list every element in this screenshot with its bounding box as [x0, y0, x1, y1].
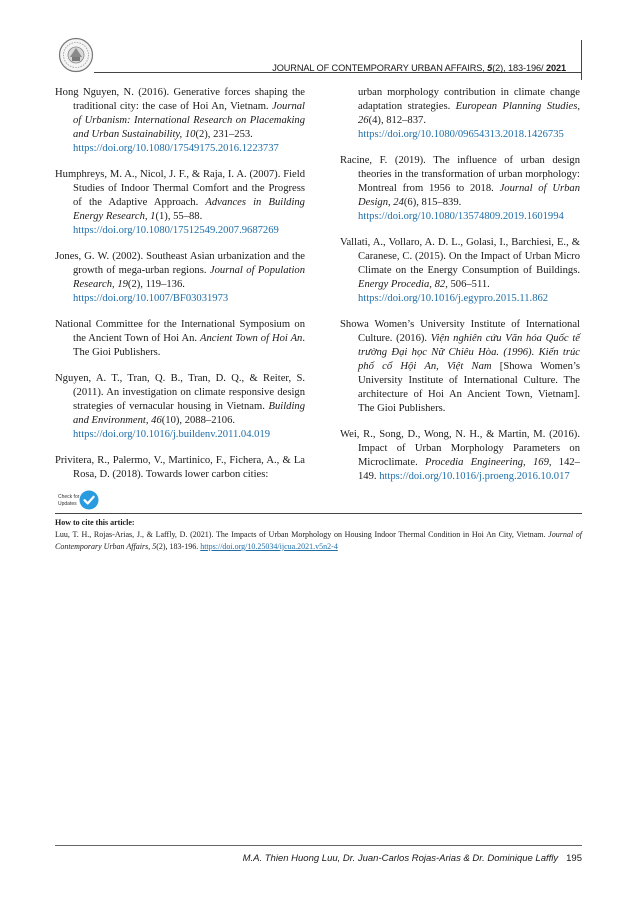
citation-block: [55, 517, 582, 553]
doi-link[interactable]: https://doi.org/10.1016/j.egypro.2015.11.862: [358, 293, 549, 304]
check-badge-line2: Updates: [58, 501, 77, 507]
reference-item: Wei, R., Song, D., Wong, N. H., & Martin, M. (2016). Impact of Urban Morphology Parameters on Microclimate. Procedia Engineering, 169, 142–149. https://doi.org/10.1016/j.proeng.2016.10.017: [340, 429, 580, 482]
doi-link[interactable]: https://doi.org/10.1080/17549175.2016.1223737: [73, 143, 279, 154]
references-left-column: [55, 86, 305, 494]
reference-item: Privitera, R., Palermo, V., Martinico, F., Fichera, A., & La Rosa, D. (2018). Towards lower carbon cities:: [55, 455, 305, 480]
journal-header: JOURNAL OF CONTEMPORARY URBAN AFFAIRS, 5(2), 183-196/ 2021: [272, 63, 566, 73]
citation-rule: [55, 513, 582, 514]
citation-title: How to cite this article:: [55, 518, 135, 527]
doi-link[interactable]: https://doi.org/10.1080/09654313.2018.1426735: [358, 129, 564, 140]
reference-item: Vallati, A., Vollaro, A. D. L., Golasi, I., Barchiesi, E., & Caranese, C. (2015). On the Impact of Urban Micro Climate on the Energy Consumption of Buildings. Energy Procedia, 82, 506–511. https://doi.org/10.1016/j.egypro.2015.11.862: [340, 237, 580, 304]
check-badge-line1: Check for: [58, 494, 80, 500]
reference-item: Nguyen, A. T., Tran, Q. B., Tran, D. Q., & Reiter, S. (2011). An investigation on climate responsive design strategies of vernacular housing in Vietnam. Building and Environment, 46(10), 2088–2106. https://doi.org/10.1016/j.buildenv.2011.04.019: [55, 373, 305, 440]
doi-link[interactable]: https://doi.org/10.1080/17512549.2007.9687269: [73, 225, 279, 236]
doi-link[interactable]: https://doi.org/10.1016/j.buildenv.2011.04.019: [73, 429, 271, 440]
check-for-updates-icon[interactable]: [58, 489, 100, 511]
reference-item: Showa Women’s University Institute of International Culture. (2016). Viện nghiên cứu Văn hóa Quốc tế trường Đại học Nữ Chiêu Hòa. (1996). Kiến trúc phố cổ Hội An, Việt Nam [Showa Women’s University Institute of International Culture. The architecture of Hoi An Ancient Town, Vietnam]. The Gioi Publishers.: [340, 319, 580, 414]
references-right-column: [340, 86, 580, 496]
footer-rule: [55, 845, 582, 846]
reference-item: National Committee for the International Symposium on the Ancient Town of Hoi An. Ancient Town of Hoi An. The Gioi Publishers.: [55, 319, 305, 358]
reference-item-continuation: urban morphology contribution in climate change adaptation strategies. European Planning Studies, 26(4), 812–837. https://doi.org/10.1080/09654313.2018.1426735: [358, 87, 581, 140]
page-footer: [243, 853, 582, 864]
doi-link[interactable]: https://doi.org/10.1080/13574809.2019.1601994: [358, 211, 564, 222]
citation-text: Luu, T. H., Rojas-Arias, J., & Laffly, D. (2021). The Impacts of Urban Morphology on Housing Indoor Thermal Condition in Hoi An City, Vietnam. Journal of Contemporary Urban Affairs, 5(2), 183-196. https://doi.org/10.25034/ijcua.2021.v5n2-4: [55, 530, 582, 551]
journal-seal-icon: [58, 37, 94, 73]
citation-doi-link[interactable]: https://doi.org/10.25034/ijcua.2021.v5n2-4: [200, 542, 338, 551]
reference-item: Humphreys, M. A., Nicol, J. F., & Raja, I. A. (2007). Field Studies of Indoor Thermal Comfort and the Progress of the Adaptive Approach. Advances in Building Energy Research, 1(1), 55–88. https://doi.org/10.1080/17512549.2007.9687269: [55, 169, 305, 236]
doi-link[interactable]: https://doi.org/10.1007/BF03031973: [73, 293, 229, 304]
page-number: 195: [566, 853, 582, 864]
reference-item: Hong Nguyen, N. (2016). Generative forces shaping the traditional city: the case of Hoi An, Vietnam. Journal of Urbanism: International Research on Placemaking and Urban Sustainability, 10(2), 231–253. https://doi.org/10.1080/17549175.2016.1223737: [55, 87, 305, 154]
doi-link[interactable]: https://doi.org/10.1016/j.proeng.2016.10.017: [379, 471, 570, 482]
reference-item: Racine, F. (2019). The influence of urban design theories in the transformation of urban morphology: Montreal from 1956 to 2018. Journal of Urban Design, 24(6), 815–839. https://doi.org/10.1080/13574809.2019.1601994: [340, 155, 580, 222]
reference-item: Jones, G. W. (2002). Southeast Asian urbanization and the growth of mega-urban regions. Journal of Population Research, 19(2), 119–136. https://doi.org/10.1007/BF03031973: [55, 251, 306, 304]
footer-authors: M.A. Thien Huong Luu, Dr. Juan-Carlos Rojas-Arias & Dr. Dominique Laffly: [242, 853, 559, 864]
header-vertical-rule: [581, 40, 582, 80]
